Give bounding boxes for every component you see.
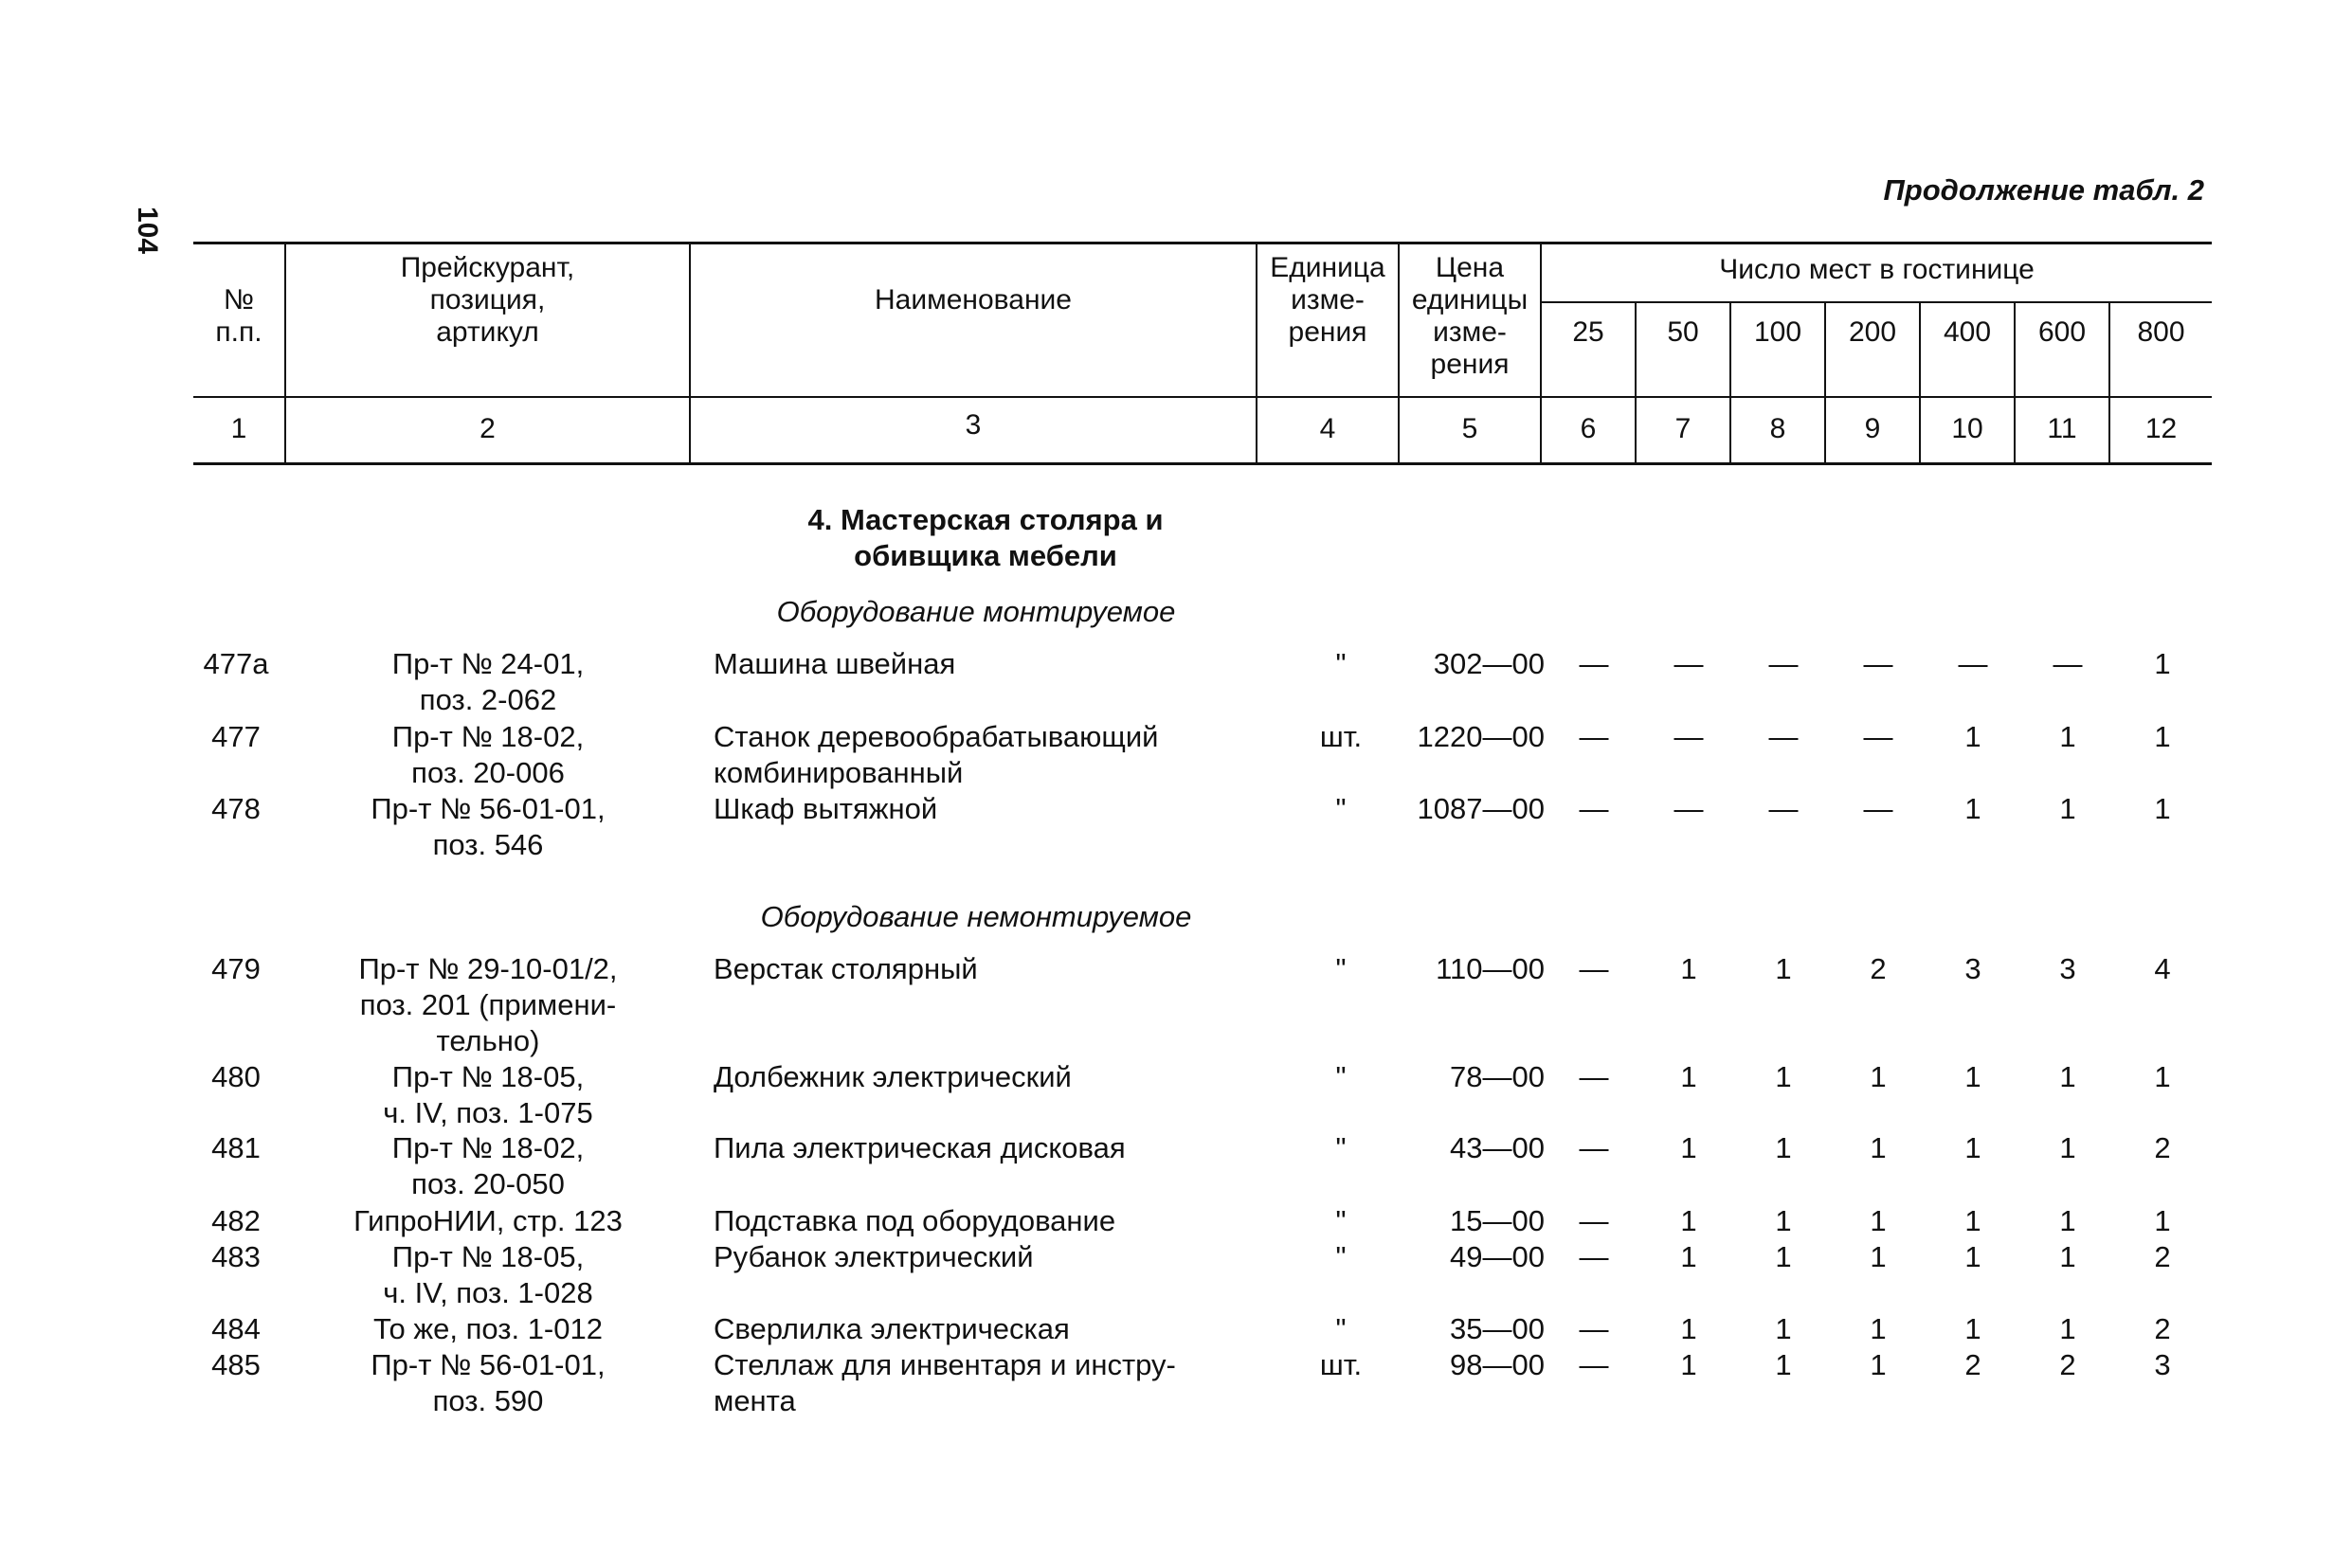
row-quantity: 1 [2059, 792, 2076, 825]
row-unit: " [1335, 1240, 1347, 1273]
group-rule [1540, 301, 2212, 303]
row-price: 15—00 [1450, 1204, 1545, 1237]
row-quantity: 3 [1964, 952, 1981, 985]
row-quantity: 1 [1870, 1204, 1887, 1237]
row-pricelist: ГипроНИИ, стр. 123 [353, 1204, 623, 1237]
row-price: 1220—00 [1417, 720, 1545, 753]
header-capacity: 50 [1667, 316, 1699, 348]
row-quantity: 1 [2154, 1060, 2171, 1093]
row-number: 481 [211, 1131, 261, 1164]
row-quantity: — [1579, 1060, 1609, 1093]
row-number: 480 [211, 1060, 261, 1093]
row-quantity: 1 [2059, 1060, 2076, 1093]
row-price: 35—00 [1450, 1312, 1545, 1345]
row-quantity: 1 [1775, 1204, 1792, 1237]
row-quantity: 1 [2059, 1240, 2076, 1273]
header-mid-rule [193, 396, 2212, 398]
row-unit: " [1335, 1060, 1347, 1093]
row-quantity: 1 [1964, 1312, 1981, 1345]
row-name: Машина швейная [714, 647, 956, 680]
row-quantity: — [1674, 647, 1704, 680]
row-quantity: 2 [1870, 952, 1887, 985]
row-quantity: 1 [1775, 1240, 1792, 1273]
row-unit: " [1335, 792, 1347, 825]
row-quantity: 2 [2059, 1348, 2076, 1381]
row-quantity: 1 [1680, 1060, 1697, 1093]
row-quantity: 1 [2059, 1312, 2076, 1345]
row-quantity: 1 [1775, 1348, 1792, 1381]
row-quantity: 1 [1870, 1060, 1887, 1093]
row-price: 1087—00 [1417, 792, 1545, 825]
row-pricelist: Пр-т № 56-01-01, поз. 590 [371, 1348, 606, 1417]
row-quantity: — [2053, 647, 2083, 680]
row-quantity: 2 [2154, 1240, 2171, 1273]
header-capacity: 25 [1572, 316, 1604, 348]
row-quantity: — [1863, 792, 1893, 825]
row-quantity: — [1674, 720, 1704, 753]
row-quantity: 1 [2154, 720, 2171, 753]
row-quantity: — [1579, 952, 1609, 985]
row-pricelist: Пр-т № 18-05, ч. IV, поз. 1-075 [383, 1060, 593, 1129]
header-bottom-rule [193, 462, 2212, 465]
col-index: 10 [1951, 413, 1983, 444]
row-price: 49—00 [1450, 1240, 1545, 1273]
row-quantity: 1 [1964, 792, 1981, 825]
header-capacity: 100 [1753, 316, 1802, 348]
row-name: Пила электрическая дисковая [714, 1131, 1126, 1164]
row-quantity: 2 [2154, 1312, 2171, 1345]
col-index: 2 [479, 413, 496, 444]
row-price: 78—00 [1450, 1060, 1545, 1093]
row-quantity: 1 [2059, 1131, 2076, 1164]
row-quantity: 1 [1964, 1240, 1981, 1273]
row-unit: " [1335, 1204, 1347, 1237]
row-quantity: 1 [2154, 647, 2171, 680]
row-unit: " [1335, 952, 1347, 985]
row-quantity: 1 [1870, 1312, 1887, 1345]
row-quantity: — [1579, 1240, 1609, 1273]
row-quantity: 1 [1680, 1204, 1697, 1237]
row-quantity: 1 [1870, 1131, 1887, 1164]
header-capacity: 400 [1943, 316, 1992, 348]
row-pricelist: Пр-т № 18-05, ч. IV, поз. 1-028 [383, 1240, 593, 1309]
row-name: Сверлилка электрическая [714, 1312, 1070, 1345]
row-quantity: — [1579, 647, 1609, 680]
col-index: 8 [1769, 413, 1786, 444]
row-quantity: 1 [1964, 720, 1981, 753]
row-unit: шт. [1319, 720, 1363, 753]
row-quantity: 1 [1870, 1240, 1887, 1273]
row-quantity: 1 [1964, 1204, 1981, 1237]
row-name: Станок деревообрабатывающий комбинированный [714, 720, 1159, 789]
col-index: 3 [965, 409, 982, 441]
row-quantity: 1 [1775, 1131, 1792, 1164]
row-number: 483 [211, 1240, 261, 1273]
header-col-name: Наименование [875, 284, 1072, 315]
row-price: 302—00 [1433, 647, 1545, 680]
row-number: 484 [211, 1312, 261, 1345]
row-quantity: — [1579, 1131, 1609, 1164]
row-price: 43—00 [1450, 1131, 1545, 1164]
row-pricelist: То же, поз. 1-012 [373, 1312, 603, 1345]
row-quantity: 1 [1775, 1060, 1792, 1093]
row-pricelist: Пр-т № 29-10-01/2, поз. 201 (примени- тельно) [358, 952, 618, 1057]
row-unit: " [1335, 1312, 1347, 1345]
row-quantity: 1 [1775, 952, 1792, 985]
row-pricelist: Пр-т № 18-02, поз. 20-050 [391, 1131, 585, 1200]
col-index: 11 [2047, 413, 2077, 444]
header-top-rule [193, 242, 2212, 244]
row-quantity: 1 [2059, 720, 2076, 753]
row-quantity: — [1958, 647, 1988, 680]
row-quantity: — [1579, 1348, 1609, 1381]
row-quantity: 1 [2154, 792, 2171, 825]
subheading-unmounted: Оборудование немонтируемое [760, 900, 1192, 933]
section-title: 4. Мастерская столяра и обивщика мебели [807, 503, 1164, 572]
header-capacity: 600 [2037, 316, 2087, 348]
row-quantity: 1 [1775, 1312, 1792, 1345]
col-index: 6 [1580, 413, 1597, 444]
row-name: Рубанок электрический [714, 1240, 1034, 1273]
col-index: 5 [1461, 413, 1478, 444]
row-quantity: 1 [1964, 1131, 1981, 1164]
row-name: Подставка под оборудование [714, 1204, 1116, 1237]
row-name: Долбежник электрический [714, 1060, 1072, 1093]
row-quantity: 1 [1680, 952, 1697, 985]
continuation-caption: Продолжение табл. 2 [1883, 173, 2204, 207]
row-quantity: 4 [2154, 952, 2171, 985]
row-quantity: 1 [1680, 1348, 1697, 1381]
row-quantity: 3 [2154, 1348, 2171, 1381]
row-quantity: — [1863, 647, 1893, 680]
row-quantity: 1 [2059, 1204, 2076, 1237]
row-quantity: 1 [1870, 1348, 1887, 1381]
row-quantity: 2 [1964, 1348, 1981, 1381]
row-quantity: 1 [1680, 1131, 1697, 1164]
row-number: 477а [203, 647, 269, 680]
row-unit: шт. [1319, 1348, 1363, 1381]
table-header [0, 0, 2352, 474]
header-capacity: 200 [1848, 316, 1897, 348]
row-quantity: 1 [1680, 1240, 1697, 1273]
header-col-number: № п.п. [215, 284, 262, 348]
row-unit: " [1335, 647, 1347, 680]
row-number: 479 [211, 952, 261, 985]
row-number: 478 [211, 792, 261, 825]
row-pricelist: Пр-т № 18-02, поз. 20-006 [391, 720, 585, 789]
row-quantity: 1 [1680, 1312, 1697, 1345]
row-quantity: — [1579, 720, 1609, 753]
col-index: 12 [2144, 413, 2178, 444]
row-quantity: — [1579, 1312, 1609, 1345]
row-quantity: 2 [2154, 1131, 2171, 1164]
row-quantity: — [1863, 720, 1893, 753]
row-quantity: — [1768, 647, 1799, 680]
col-index: 4 [1319, 413, 1336, 444]
header-col-price: Цена единицы изме- рения [1411, 252, 1529, 380]
row-quantity: 3 [2059, 952, 2076, 985]
col-index: 1 [230, 413, 247, 444]
row-quantity: — [1674, 792, 1704, 825]
row-pricelist: Пр-т № 56-01-01, поз. 546 [371, 792, 606, 861]
row-price: 110—00 [1436, 952, 1545, 985]
row-pricelist: Пр-т № 24-01, поз. 2-062 [391, 647, 585, 716]
page-number: 104 [132, 207, 163, 255]
row-name: Шкаф вытяжной [714, 792, 938, 825]
header-capacity: 800 [2137, 316, 2185, 348]
row-name: Верстак столярный [714, 952, 978, 985]
row-quantity: — [1579, 1204, 1609, 1237]
row-quantity: — [1768, 792, 1799, 825]
row-price: 98—00 [1450, 1348, 1545, 1381]
header-group-capacity: Число мест в гостинице [1719, 254, 2035, 285]
row-quantity: 1 [1964, 1060, 1981, 1093]
col-index: 9 [1864, 413, 1881, 444]
row-quantity: 1 [2154, 1204, 2171, 1237]
row-number: 485 [211, 1348, 261, 1381]
col-index: 7 [1674, 413, 1692, 444]
row-quantity: — [1579, 792, 1609, 825]
row-number: 482 [211, 1204, 261, 1237]
row-name: Стеллаж для инвентаря и инстру- мента [714, 1348, 1176, 1417]
row-quantity: — [1768, 720, 1799, 753]
row-unit: " [1335, 1131, 1347, 1164]
header-col-pricelist: Прейскурант, позиция, артикул [400, 252, 575, 348]
header-col-unit: Единица изме- рения [1270, 252, 1385, 348]
subheading-mounted: Оборудование монтируемое [776, 595, 1176, 628]
row-number: 477 [211, 720, 261, 753]
